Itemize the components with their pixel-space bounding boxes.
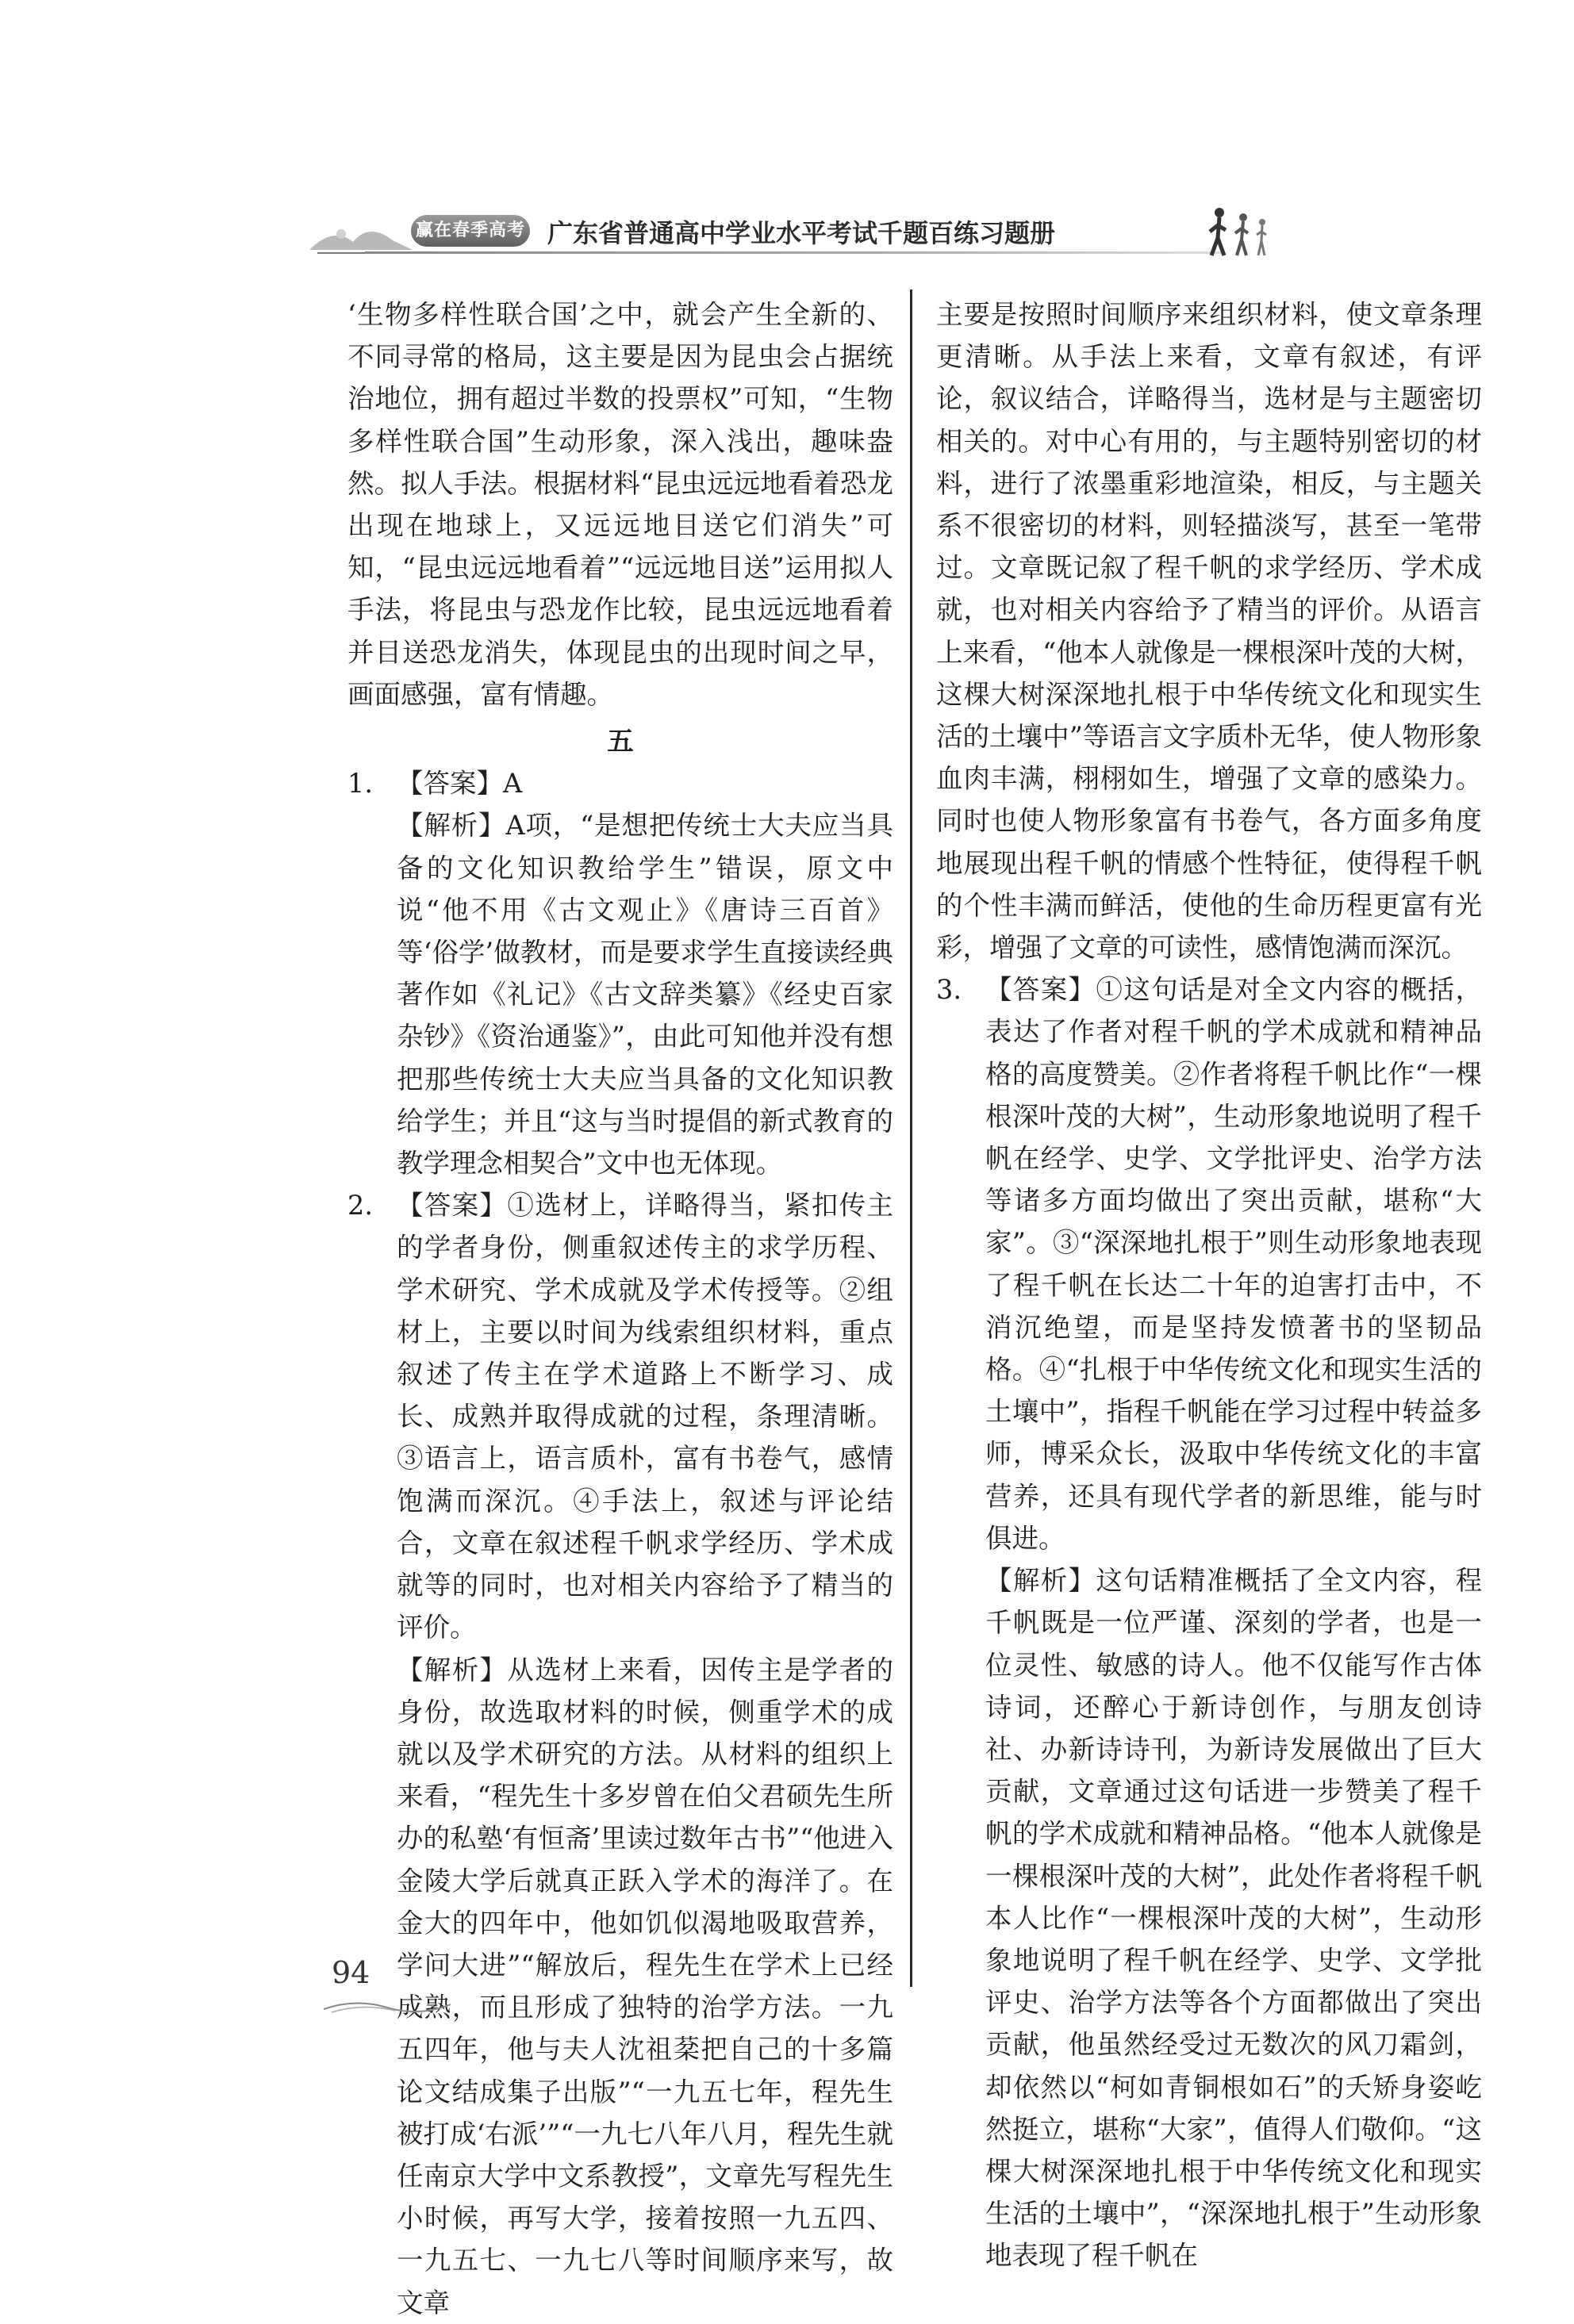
section-title: 五 xyxy=(607,726,634,757)
answer: 【答案】①选材上，详略得当，紧扣传主的学者身份，侧重叙述传主的求学历程、学术研究、学术成就及学术传授等。②组材上，主要以时间为线索组织材料，重点叙述了传主在学术道路上不断学习、成长、成熟并取得成就的过程，条理清晰。③语言上，语言质朴，富有书卷气，感情饱满而深沉。④手法上，叙述与评论结合，文章在叙述程千帆求学经历、学术成就等的同时，也对相关内容给予了精当的评价。 xyxy=(397,1190,893,1643)
analysis: 【解析】从选材上来看，因传主是学者的身份，故选取材料的时候，侧重学术的成就以及学术研究的方法。从材料的组织上来看，“程先生十多岁曾在伯父君硕先生所办的私塾‘有恒斋’里读过数年古书”“他进入金陵大学后就真正跃入学术的海洋了。在金大的四年中，他如饥似渴地吸取营养，学问大进”“解放后，程先生在学术上已经成熟，而且形成了独特的治学方法。一九五四年，他与夫人沈祖棻把自己的十多篇论文结成集子出版”“一九五七年，程先生被打成‘右派’”“一九七八年八月，程先生就任南京大学中文系教授”，文章先写程先生小时候，再写大学，接着按照一九五四、一九五七、一九七八等时间顺序来写，故文章 xyxy=(397,1654,893,2318)
analysis: 【解析】这句话精准概括了全文内容，程千帆既是一位严谨、深刻的学者，也是一位灵性、敏感的诗人。他不仅能写作古体诗词，还醉心于新诗创作，与朋友创诗社、办新诗诗刊，为新诗发展做出了巨大贡献，文章通过这句话进一步赞美了程千帆的学术成就和精神品格。“他本人就像是一棵根深叶茂的大树”，此处作者将程千帆本人比作“一棵根深叶茂的大树”，生动形象地说明了程千帆在经学、史学、文学批评史、治学方法等各个方面都做出了突出贡献，他虽然经受过无数次的风刀霜剑，却依然以“柯如青铜根如石”的夭矫身姿屹然挺立，堪称“大家”，值得人们敬仰。“这棵大树深深地扎根于中华传统文化和现实生活的土壤中”，“深深地扎根于”生动形象地表现了程千帆在 xyxy=(985,1565,1482,2272)
page-header xyxy=(317,210,1269,266)
question-2 xyxy=(347,1184,893,2323)
page-number: 94 xyxy=(332,1955,370,1990)
right-column xyxy=(936,293,1482,2277)
question-number: 2. xyxy=(347,1190,373,1221)
question-2-continued: 主要是按照时间顺序来组织材料，使文章条理更清晰。从手法上来看，文章有叙述，有评论，叙议结合，详略得当，选材是与主题密切相关的。对中心有用的，与主题特别密切的材料，进行了浓墨重彩地渲染，相反，与主题关系不很密切的材料，则轻描淡写，甚至一笔带过。文章既记叙了程千帆的求学经历、学术成就，也对相关内容给予了精当的评价。从语言上来看，“他本人就像是一棵根深叶茂的大树，这棵大树深深地扎根于中华传统文化和现实生活的土壤中”等语言文字质朴无华，使人物形象血肉丰满，栩栩如生，增强了文章的感染力。同时也使人物形象富有书卷气，各方面多角度地展现出程千帆的情感个性特征，使得程千帆的个性丰满而鲜活，使他的生命历程更富有光彩，增强了文章的可读性，感情饱满而深沉。 xyxy=(936,299,1482,964)
answer: 【答案】A xyxy=(397,768,523,800)
answer: 【答案】①这句话是对全文内容的概括，表达了作者对程千帆的学术成就和精神品格的高度赞美。②作者将程千帆比作“一棵根深叶茂的大树”，生动形象地说明了程千帆在经学、史学、文学批评史、治学方法等诸多方面均做出了突出贡献，堪称“大家”。③“深深地扎根于”则生动形象地表现了程千帆在长达二十年的迫害打击中，不消沉绝望，而是坚持发愤著书的坚韧品格。④“扎根于中华传统文化和现实生活的土壤中”，指程千帆能在学习过程中转益多师，博采众长，汲取中华传统文化的丰富营养，还具有现代学者的新思维，能与时俱进。 xyxy=(985,974,1482,1554)
question-number: 3. xyxy=(936,974,962,1006)
analysis: 【解析】A项，“是想把传统士大夫应当具备的文化知识教给学生”错误，原文中说“他不用《古文观止》《唐诗三百首》等‘俗学’做教材，而是要求学生直接读经典著作如《礼记》《古文辞类纂》《经史百家杂钞》《资治通鉴》”，由此可知他并没有想把那些传统士大夫应当具备的文化知识教给学生；并且“这与当时提倡的新式教育的教学理念相契合”文中也无体现。 xyxy=(397,810,893,1179)
question-1 xyxy=(347,762,893,1184)
left-column xyxy=(347,293,893,2324)
book-title: 广东省普通高中学业水平考试千题百练习题册 xyxy=(547,218,1056,248)
series-badge: 赢在春季高考 xyxy=(411,215,530,247)
intro-paragraph: ‘生物多样性联合国’之中，就会产生全新的、不同寻常的格局，这主要是因为昆虫会占据统治地位，拥有超过半数的投票权”可知，“生物多样性联合国”生动形象，深入浅出，趣味盎然。拟人手法。根据材料“昆虫远远地看着恐龙出现在地球上，又远远地目送它们消失”可知，“昆虫远远地看着”“远远地目送”运用拟人手法，将昆虫与恐龙作比较，昆虫远远地看着并目送恐龙消失，体现昆虫的出现时间之早，画面感强，富有情趣。 xyxy=(347,299,893,710)
column-divider xyxy=(910,290,912,1987)
footer-flourish-icon xyxy=(324,1995,451,2019)
question-3 xyxy=(936,968,1482,2276)
runners-icon xyxy=(1202,206,1273,262)
question-number: 1. xyxy=(347,768,373,800)
header-rule xyxy=(365,251,1222,254)
